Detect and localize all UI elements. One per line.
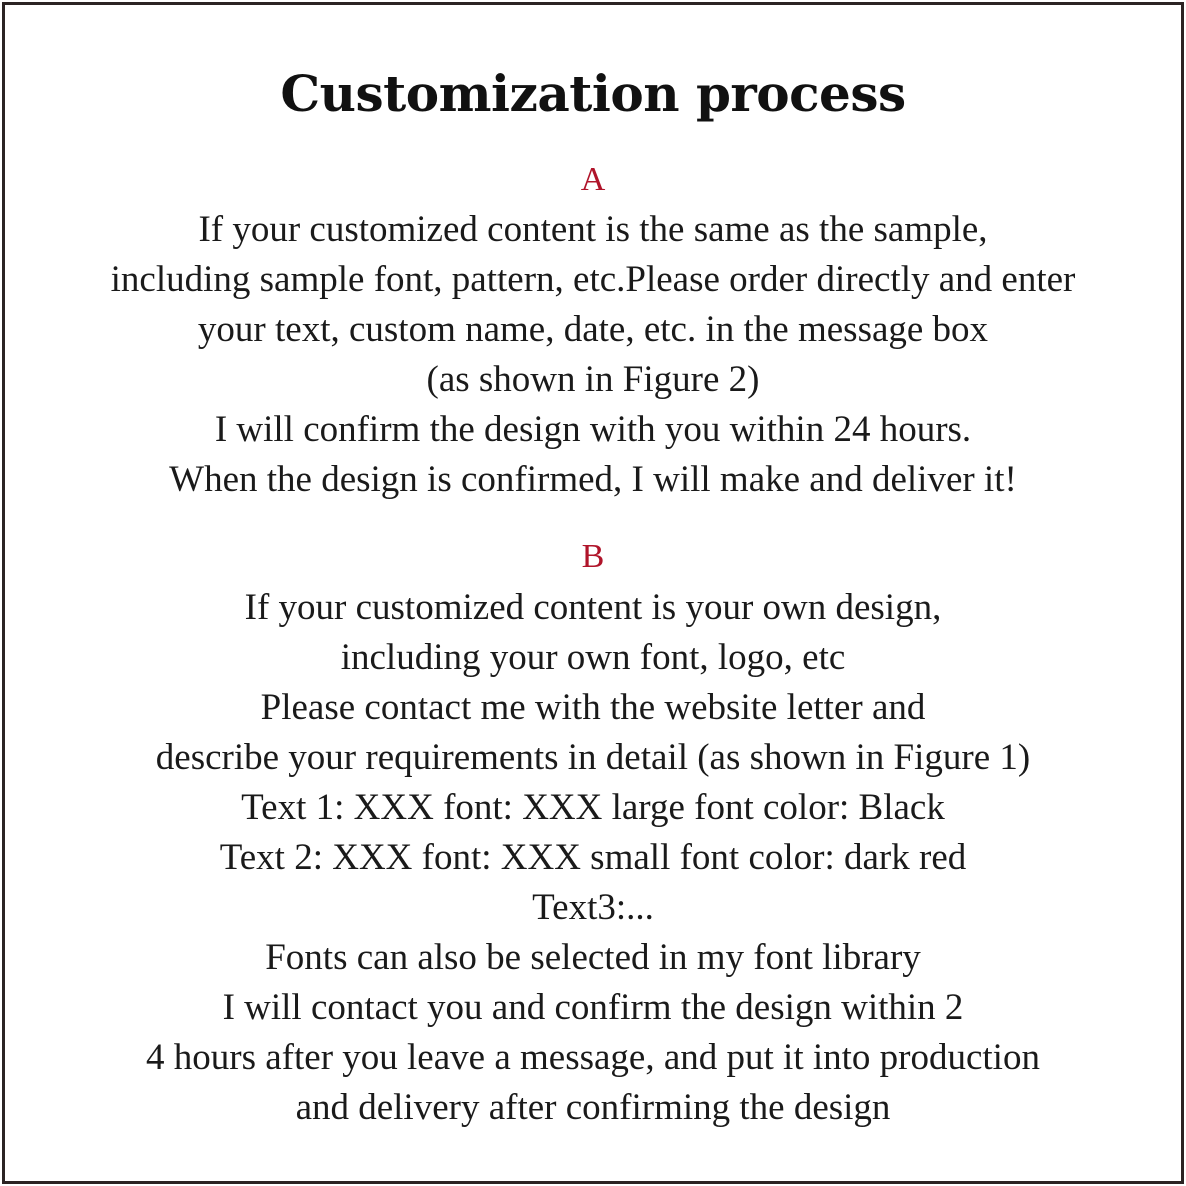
section-b-letter: B bbox=[581, 538, 605, 575]
section-a-line: (as shown in Figure 2) bbox=[426, 359, 760, 400]
section-b-line: Please contact me with the website letter and bbox=[260, 687, 926, 728]
section-b-line: and delivery after confirming the design bbox=[295, 1087, 891, 1128]
section-b-line: including your own font, logo, etc bbox=[340, 637, 846, 678]
section-b-line: Fonts can also be selected in my font library bbox=[265, 937, 921, 978]
section-b-line: If your customized content is your own design, bbox=[244, 587, 942, 628]
section-a-line: If your customized content is the same as the sample, bbox=[198, 209, 988, 250]
section-a-line: I will confirm the design with you within 24 hours. bbox=[214, 409, 972, 450]
section-a-line: When the design is confirmed, I will make and deliver it! bbox=[169, 459, 1017, 500]
section-b-line: 4 hours after you leave a message, and put it into production bbox=[146, 1037, 1040, 1078]
section-a-text bbox=[0, 205, 1186, 505]
section-b-line: Text 1: XXX font: XXX large font color: Black bbox=[241, 787, 945, 828]
section-b-line: describe your requirements in detail (as shown in Figure 1) bbox=[155, 737, 1031, 778]
section-a-letter: A bbox=[580, 161, 606, 198]
section-b-line: Text 2: XXX font: XXX small font color: dark red bbox=[219, 837, 967, 878]
section-b-line: Text3:... bbox=[532, 887, 654, 928]
section-b-text bbox=[0, 583, 1186, 1133]
section-b-line: I will contact you and confirm the design within 2 bbox=[222, 987, 964, 1028]
section-a-line: including sample font, pattern, etc.Please order directly and enter bbox=[110, 259, 1076, 300]
section-a-line: your text, custom name, date, etc. in the message box bbox=[197, 309, 989, 350]
page-title: Customization process bbox=[280, 64, 906, 123]
